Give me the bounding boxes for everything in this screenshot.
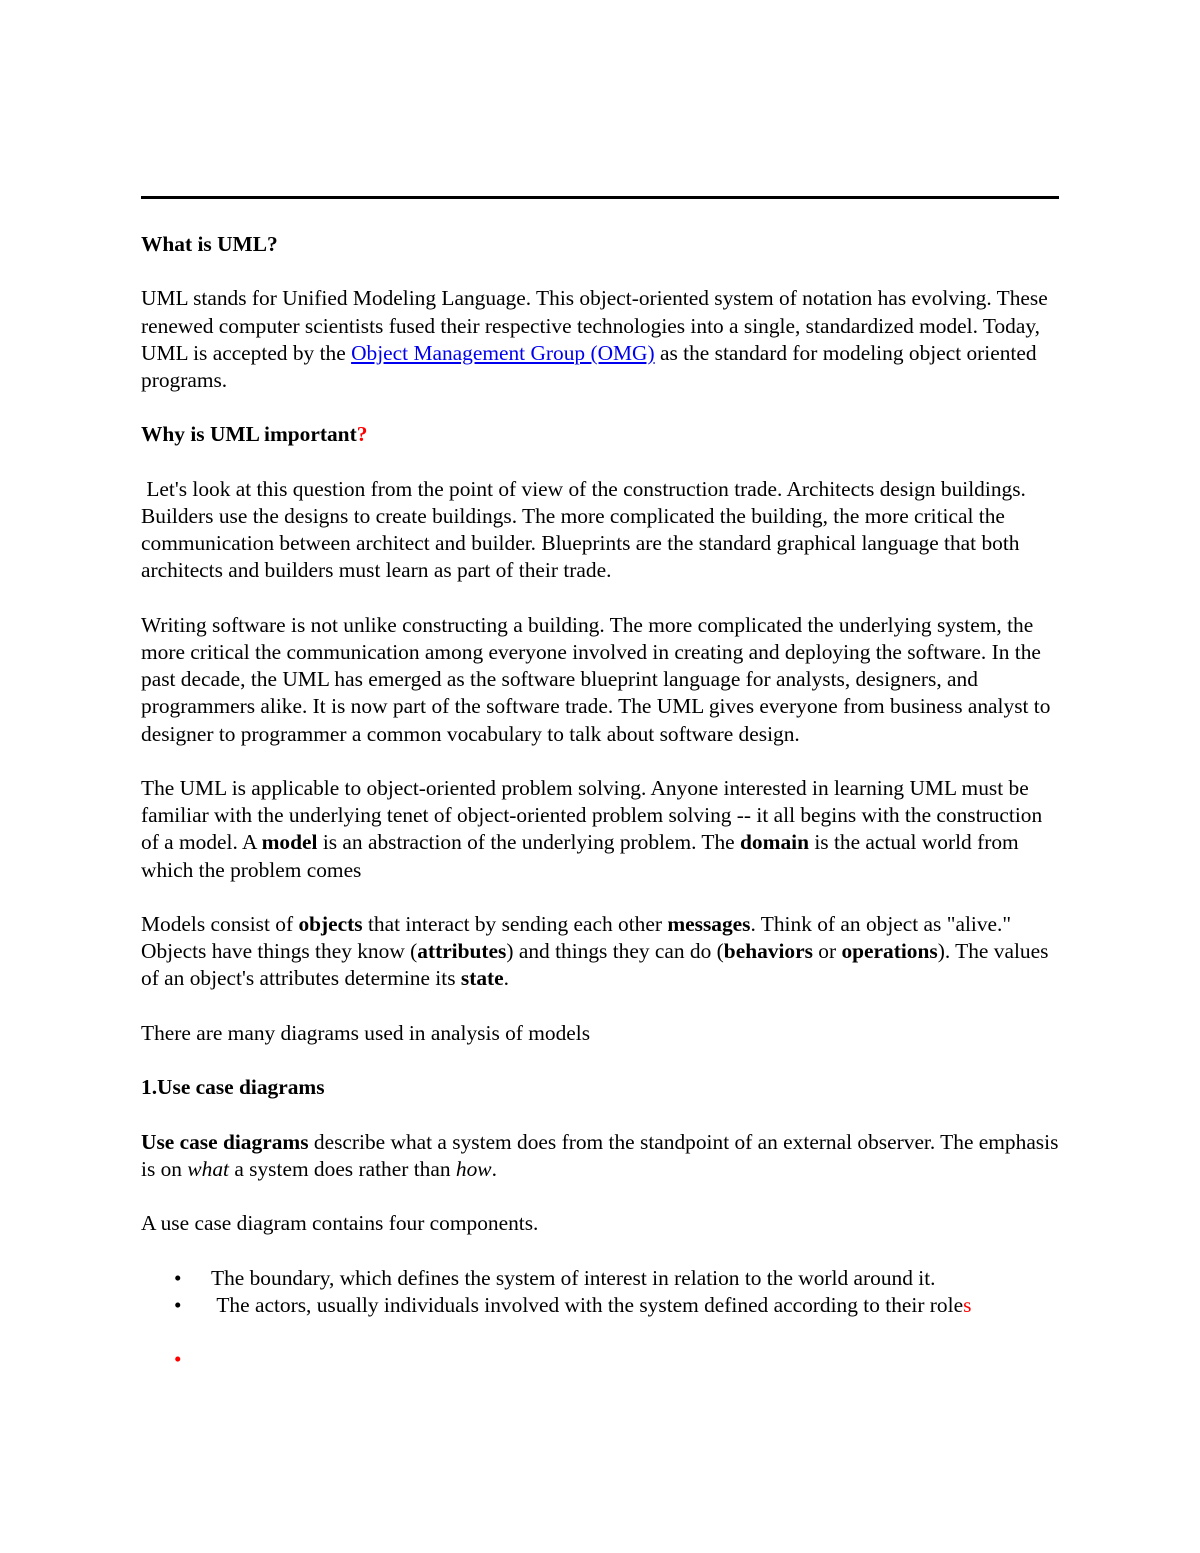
usecase-text-1: describe what a system does from the standpoint of an external observer. The emphasis is on	[141, 1129, 1059, 1181]
term-model: model	[261, 830, 318, 855]
paragraph-components: A use case diagram contains four components.	[141, 1211, 539, 1236]
model-text-1: The UML is applicable to object-oriented problem solving. Anyone interested in learning UML must be familiar with the underlying tenet of object-oriented problem solving -- it all begins with the construction of a model. A	[141, 775, 1043, 855]
model-text-3: is the actual world from which the problem comes	[141, 830, 1019, 882]
document-page	[141, 196, 1059, 1373]
term-domain: domain	[740, 830, 809, 855]
term-behaviors: behaviors	[723, 939, 813, 964]
paragraph-objects	[141, 911, 1059, 993]
term-how: how	[455, 1156, 492, 1181]
intro-text-part1: UML stands for Unified Modeling Language. This object-oriented system of notation has evolving. These renewed computer scientists fused their respective technologies into a single, standardized model. Today, UML is accepted by the	[141, 286, 1048, 365]
list-item-actors-last-letter: s	[963, 1292, 972, 1317]
term-what: what	[187, 1156, 229, 1181]
term-messages: messages	[667, 911, 751, 936]
term-use-case-diagrams: Use case diagrams	[141, 1129, 309, 1154]
usecase-text-2: a system does rather than	[228, 1156, 456, 1181]
heading-what-is-uml: What is UML?	[141, 232, 278, 256]
term-objects: objects	[298, 911, 363, 936]
heading2-question-mark: ?	[356, 422, 368, 447]
bullet-icon: •	[174, 1265, 182, 1290]
term-attributes: attributes	[417, 939, 507, 964]
paragraph-software: Writing software is not unlike constructing a building. The more complicated the underlying system, the more critical the communication among everyone involved in creating and deploying the software. In the past decade, the UML has emerged as the software blueprint language for analysts, designers, and programmers alike. It is now part of the software trade. The UML gives everyone from business analyst to designer to programmer a common vocabulary to talk about software design.	[141, 612, 1051, 746]
paragraph-diagrams: There are many diagrams used in analysis of models	[141, 1020, 591, 1045]
usecase-text-3: .	[491, 1156, 497, 1181]
paragraph-use-case	[141, 1129, 1059, 1183]
list-item-empty	[141, 1346, 1059, 1373]
objects-text-6: ). The values of an object's attributes determine its	[141, 939, 1049, 991]
paragraph-construction: Let's look at this question from the point of view of the construction trade. Architects design buildings. Builders use the designs to create buildings. The more complicated the building, the more critical the communication between architect and builder. Blueprints are the standard graphical language that both architects and builders must learn as part of their trade.	[141, 476, 1032, 583]
component-list	[141, 1265, 1059, 1374]
list-item	[141, 1292, 1059, 1319]
objects-text-1: Models consist of	[141, 911, 299, 936]
list-item	[141, 1265, 1059, 1292]
objects-text-5: or	[812, 939, 842, 964]
horizontal-rule	[141, 196, 1059, 199]
list-item-actors: The actors, usually individuals involved with the system defined according to their role	[211, 1292, 964, 1317]
bullet-icon: •	[174, 1292, 182, 1317]
omg-link[interactable]: Object Management Group (OMG)	[351, 340, 655, 365]
term-state: state	[460, 966, 504, 991]
intro-text-part2: as the standard for modeling object oriented programs.	[141, 340, 1037, 392]
list-item-boundary: The boundary, which defines the system of interest in relation to the world around it.	[211, 1265, 936, 1290]
objects-text-3: . Think of an object as "alive." Objects have things they know (	[141, 911, 1012, 964]
term-operations: operations	[841, 939, 938, 964]
heading2-text: Why is UML important	[141, 422, 357, 447]
paragraph-model	[141, 775, 1059, 884]
model-text-2: is an abstraction of the underlying problem. The	[317, 830, 741, 855]
objects-text-2: that interact by sending each other	[362, 911, 668, 936]
objects-text-4: ) and things they can do (	[506, 939, 724, 964]
paragraph-intro	[141, 285, 1059, 394]
heading-use-case-diagrams: 1.Use case diagrams	[141, 1075, 325, 1100]
bullet-icon-red: •	[174, 1347, 182, 1372]
objects-text-7: .	[503, 966, 509, 991]
heading-why-uml-important	[141, 421, 1059, 448]
